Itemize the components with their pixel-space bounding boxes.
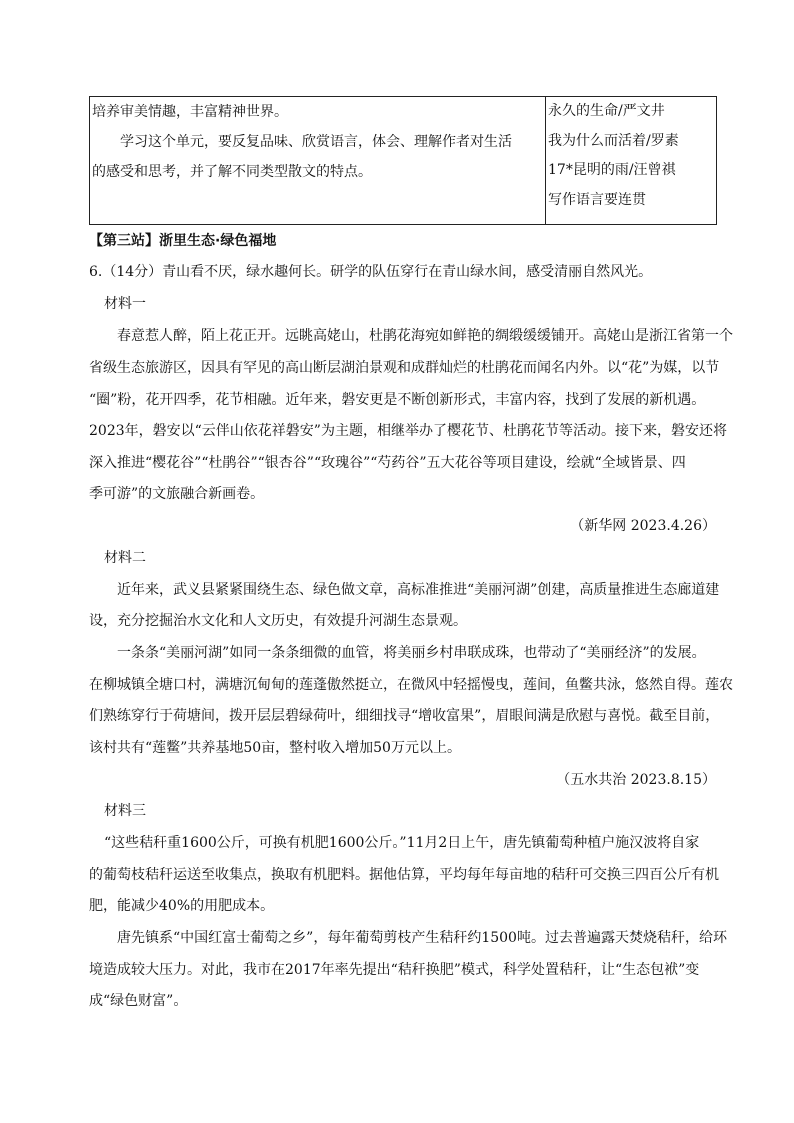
unit-description-line: 培养审美情趣，丰富精神世界。 bbox=[92, 104, 288, 120]
unit-description-line: 的感受和思考，并了解不同类型散文的特点。 bbox=[92, 164, 372, 180]
material-1-line: 季可游”的文旅融合新画卷。 bbox=[89, 486, 265, 502]
material-1-line: 省级生态旅游区，因具有罕见的高山断层湖泊景观和成群灿烂的杜鹃花而闻名内外。以“花”为媒，以节 bbox=[89, 360, 720, 376]
unit-table bbox=[89, 96, 717, 225]
material-2-label: 材料二 bbox=[104, 550, 146, 566]
unit-description-line: 学习这个单元，要反复品味、欣赏语言，体会、理解作者对生活 bbox=[120, 134, 512, 150]
material-2-line: 设，充分挖掘治水文化和人文历史，有效提升河湖生态景观。 bbox=[89, 613, 467, 629]
material-1-label: 材料一 bbox=[104, 296, 146, 312]
material-1-source: （新华网 2023.4.26） bbox=[570, 518, 716, 534]
question-text: 6.（14分）青山看不厌，绿水趣何长。研学的队伍穿行在青山绿水间，感受清丽自然风光。 bbox=[89, 264, 653, 280]
material-2-line: 近年来，武义县紧紧围绕生态、绿色做文章，高标准推进“美丽河湖”创建，高质量推进生态廊道建 bbox=[117, 582, 720, 598]
material-3-line: 肥，能减少40%的用肥成本。 bbox=[89, 898, 275, 914]
material-2-line: 在柳城镇全塘口村，满塘沉甸甸的莲蓬傲然挺立，在微风中轻摇慢曳，莲间，鱼鳖共泳，悠然自得。莲农 bbox=[89, 677, 733, 693]
unit-texts-cell bbox=[546, 97, 717, 225]
unit-text-item: 写作语言要连贯 bbox=[548, 191, 646, 208]
material-2-line: 该村共有“莲鳖”共养基地50亩，整村收入增加50万元以上。 bbox=[89, 740, 461, 756]
unit-text-item: 永久的生命/严文井 bbox=[548, 103, 665, 119]
material-2-line: 一条条“美丽河湖”如同一条条细微的血管，将美丽乡村串联成珠，也带动了“美丽经济”的发展。 bbox=[117, 645, 706, 661]
unit-text-item: 17*昆明的雨/汪曾祺 bbox=[548, 162, 676, 178]
material-1-line: 深入推进“樱花谷”“杜鹃谷”“银杏谷”“玫瑰谷”“芍药谷”五大花谷等项目建设，绘就“全域皆景、四 bbox=[89, 455, 686, 471]
material-1-line: 春意惹人醉，陌上花正开。远眺高姥山，杜鹃花海宛如鲜艳的绸缎缓缓铺开。高姥山是浙江省第一个 bbox=[117, 328, 733, 344]
material-3-line: 唐先镇系“中国红富士葡萄之乡”，每年葡萄剪枝产生秸秆约1500吨。过去普遍露天焚烧秸秆，给环 bbox=[117, 930, 727, 946]
material-1-line: 2023年，磐安以“云伴山依花祥磐安”为主题，相继举办了樱花节、杜鹃花节等活动。接下来，磐安还将 bbox=[89, 423, 727, 439]
material-1-line: “圈”粉，花开四季，花节相融。近年来，磐安更是不断创新形式，丰富内容，找到了发展的新机遇。 bbox=[89, 392, 706, 408]
material-3-line: 的葡萄枝秸秆运送至收集点，换取有机肥料。据他估算，平均每年每亩地的秸秆可交换三四百公斤有机 bbox=[89, 867, 719, 883]
material-2-line: 们熟练穿行于荷塘间，拨开层层碧绿荷叶，细细找寻“增收富果”，眉眼间满是欣慰与喜悦。截至目前， bbox=[89, 708, 720, 724]
section-title: 【第三站】浙里生态·绿色福地 bbox=[89, 233, 277, 249]
unit-description-cell bbox=[90, 97, 546, 225]
material-3-line: “这些秸秆重1600公斤，可换有机肥1600公斤。”11月2日上午，唐先镇葡萄种植户施汉波将自家 bbox=[104, 835, 700, 851]
material-3-label: 材料三 bbox=[104, 803, 146, 819]
unit-text-item: 我为什么而活着/罗素 bbox=[548, 132, 679, 149]
material-2-source: （五水共治 2023.8.15） bbox=[556, 772, 716, 788]
material-3-line: 成“绿色财富”。 bbox=[89, 993, 188, 1009]
material-3-line: 境造成较大压力。对此，我市在2017年率先提出“秸秆换肥”模式，科学处置秸秆，让“生态包袱”变 bbox=[89, 962, 700, 978]
